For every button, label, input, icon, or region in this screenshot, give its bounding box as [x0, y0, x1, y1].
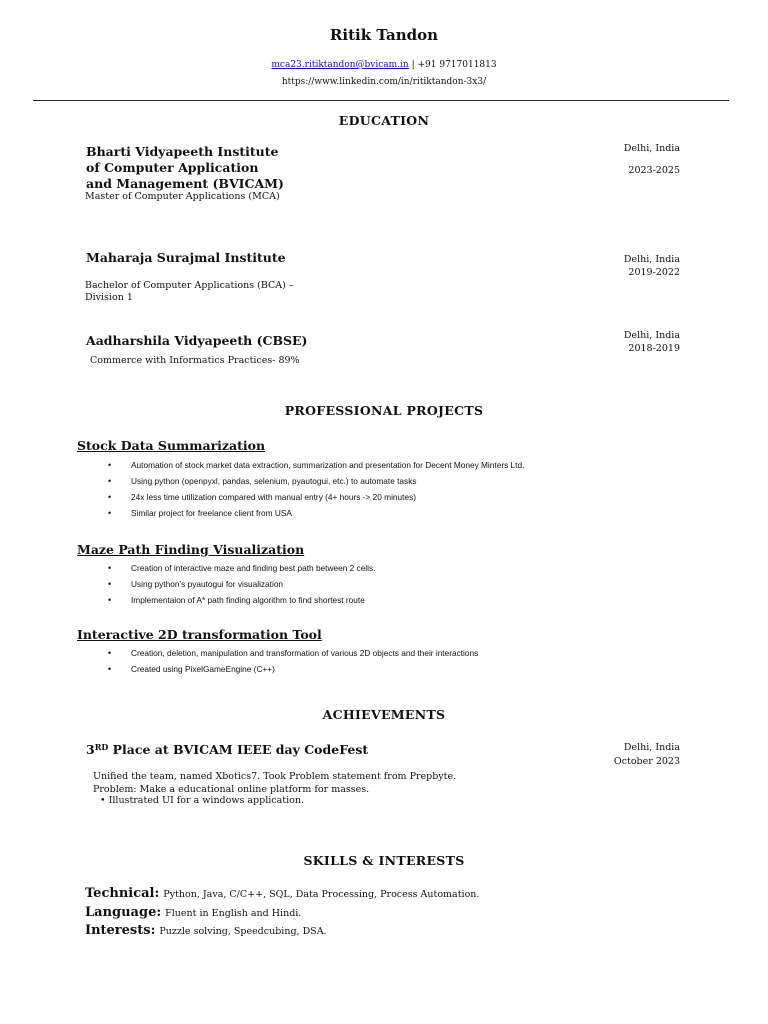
- degree-bca: [85, 280, 294, 304]
- skill-value: Python, Java, C/C++, SQL, Data Processing, Process Automation.: [163, 889, 480, 900]
- project-title: Interactive 2D transformation Tool: [77, 627, 322, 642]
- dates-bvicam: 2023-2025: [628, 165, 680, 176]
- list-item: • Implementaion of A* path finding algorithm to find shortest route: [108, 594, 375, 610]
- list-item: • Using python (openpyxl, pandas, selenium, pyautogui, etc.) to automate tasks: [108, 475, 524, 491]
- achievement-description: [93, 770, 456, 796]
- institution-line: Bharti Vidyapeeth Institute: [86, 144, 279, 159]
- project-title: Maze Path Finding Visualization: [77, 542, 305, 557]
- resume-name: Ritik Tandon: [329, 26, 439, 44]
- skill-label: Language:: [85, 905, 162, 920]
- degree-cbse: Commerce with Informatics Practices- 89%: [90, 355, 300, 366]
- contact-line: [0, 60, 768, 70]
- achievement-bullet: [100, 795, 304, 806]
- achievement-bullet-text: Illustrated UI for a windows application.: [108, 795, 304, 806]
- project-bullets: [108, 647, 478, 679]
- location-cbse: Delhi, India: [623, 330, 680, 341]
- linkedin-url[interactable]: https://www.linkedin.com/in/ritiktandon-3x3/: [281, 77, 487, 87]
- list-item: • Created using PixelGameEngine (C++): [108, 663, 478, 679]
- institution-line: of Computer Application: [86, 160, 259, 175]
- project-bullets: [108, 459, 524, 523]
- education-heading: EDUCATION: [338, 113, 430, 128]
- degree-line: Division 1: [85, 292, 133, 303]
- header-divider: [33, 100, 729, 101]
- list-item: • Using python’s pyautogui for visualization: [108, 578, 375, 594]
- project-title: Stock Data Summarization: [77, 438, 266, 453]
- achievements-heading: ACHIEVEMENTS: [322, 707, 446, 722]
- skill-row-interests: [85, 923, 327, 938]
- list-item: • Automation of stock market data extraction, summarization and presentation for Decent Money Minters Ltd.: [108, 459, 524, 475]
- skill-value: Puzzle solving, Speedcubing, DSA.: [159, 926, 327, 937]
- project-bullets: [108, 562, 375, 610]
- list-item: • 24x less time utilization compared with manual entry (4+ hours -> 20 minutes): [108, 491, 524, 507]
- achievement-rank-suffix: RD: [94, 742, 109, 752]
- skill-label: Interests:: [85, 923, 156, 938]
- degree-mca: Master of Computer Applications (MCA): [85, 191, 280, 202]
- skill-row-technical: [85, 886, 479, 901]
- institution-bvicam: [86, 144, 284, 192]
- email-link[interactable]: mca23.ritiktandon@bvicam.in: [271, 60, 409, 70]
- bullet-dot: •: [100, 795, 109, 806]
- achievement-title: [86, 742, 368, 757]
- institution-cbse: Aadharshila Vidyapeeth (CBSE): [86, 333, 308, 348]
- skill-label: Technical:: [85, 886, 160, 901]
- list-item: • Creation of interactive maze and finding best path between 2 cells.: [108, 562, 375, 578]
- projects-heading: PROFESSIONAL PROJECTS: [284, 403, 484, 418]
- institution-line: and Management (BVICAM): [86, 176, 284, 191]
- list-item: • Similar project for freelance client from USA: [108, 507, 524, 523]
- institution-msi: Maharaja Surajmal Institute: [86, 250, 286, 265]
- achievement-location: Delhi, India: [623, 742, 680, 753]
- list-item: • Creation, deletion, manipulation and transformation of various 2D objects and their interactions: [108, 647, 478, 663]
- achievement-date: October 2023: [613, 756, 680, 767]
- achievement-event: Place at BVICAM IEEE day CodeFest: [108, 742, 369, 757]
- achievement-line: Problem: Make a educational online platform for masses.: [93, 784, 370, 795]
- degree-line: Bachelor of Computer Applications (BCA) –: [85, 280, 294, 291]
- skills-heading: SKILLS & INTERESTS: [303, 853, 465, 868]
- skill-value: Fluent in English and Hindi.: [165, 908, 302, 919]
- achievement-rank: 3: [86, 742, 95, 757]
- dates-cbse: 2018-2019: [628, 343, 680, 354]
- location-bvicam: Delhi, India: [623, 143, 680, 154]
- achievement-line: Unified the team, named Xbotics7. Took Problem statement from Prepbyte.: [93, 771, 457, 782]
- skill-row-language: [85, 905, 301, 920]
- dates-msi: 2019-2022: [628, 267, 680, 278]
- location-msi: Delhi, India: [623, 254, 680, 265]
- phone-number: | +91 9717011813: [408, 60, 497, 70]
